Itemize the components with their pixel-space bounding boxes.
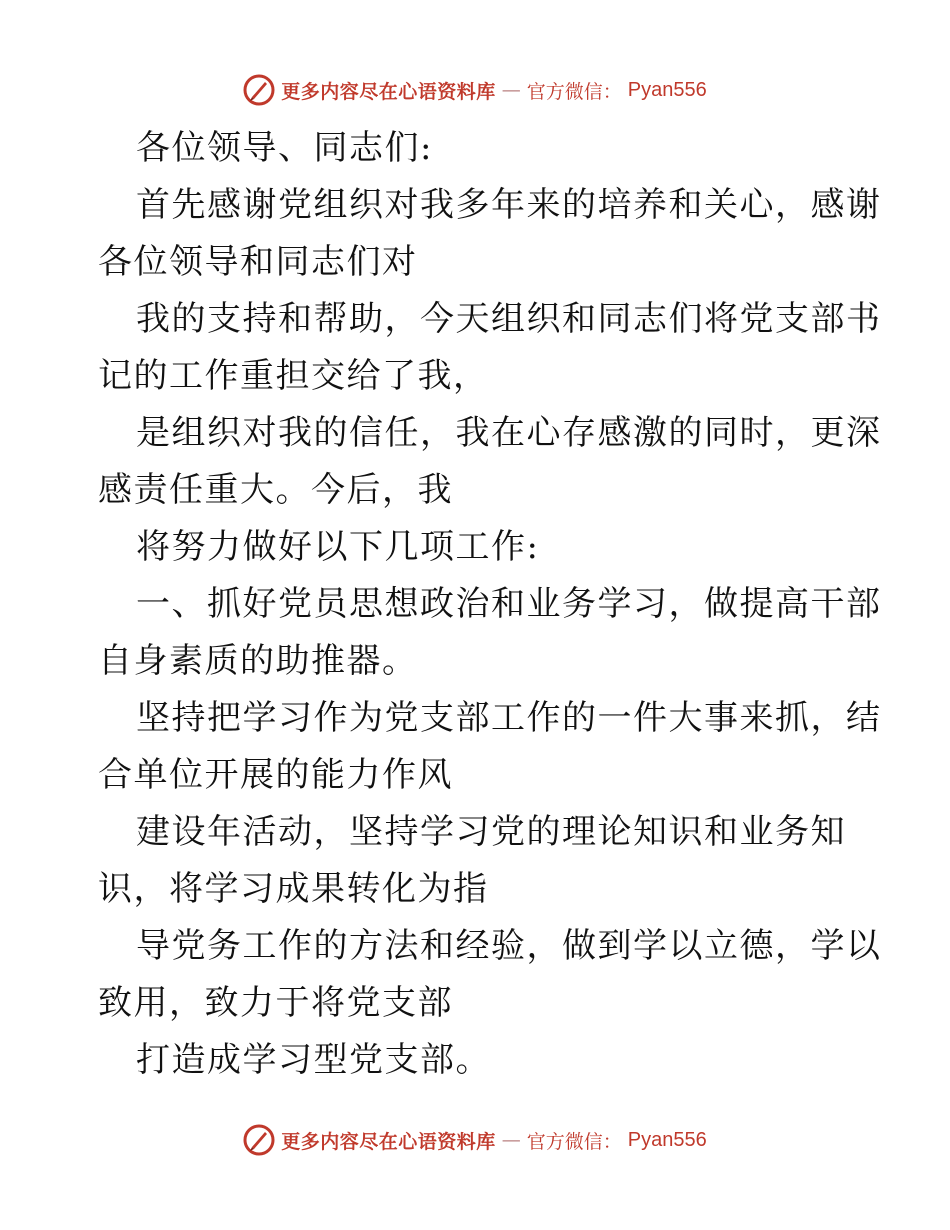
banner-separator: — <box>501 1129 521 1151</box>
text-line: 自身素质的助推器。 <box>98 641 418 681</box>
text-line: 我的支持和帮助，今天组织和同志们将党支部书 <box>136 299 882 339</box>
banner-wechat-label: 官方微信： <box>526 80 622 103</box>
quill-pen-icon <box>243 1124 275 1156</box>
text-line: 合单位开展的能力作风 <box>98 755 453 795</box>
banner-wechat-id: Pyan556 <box>627 78 707 101</box>
text-line: 记的工作重担交给了我， <box>98 356 489 396</box>
text-line: 将努力做好以下几项工作: <box>136 527 540 567</box>
banner-wechat-id: Pyan556 <box>627 1128 707 1151</box>
text-line: 各位领导、同志们: <box>136 128 433 168</box>
banner-wechat-label: 官方微信： <box>526 1130 622 1153</box>
text-line: 坚持把学习作为党支部工作的一件大事来抓，结 <box>136 698 882 738</box>
banner-separator: — <box>501 79 521 101</box>
header-banner <box>0 70 950 110</box>
text-line: 是组织对我的信任，我在心存感激的同时，更深 <box>136 413 882 453</box>
text-line: 打造成学习型党支部。 <box>136 1040 491 1080</box>
text-line: 一、抓好党员思想政治和业务学习，做提高干部 <box>136 584 882 624</box>
footer-banner <box>0 1120 950 1160</box>
text-line: 各位领导和同志们对 <box>98 242 418 282</box>
quill-pen-icon <box>243 74 275 106</box>
text-line: 致用，致力于将党支部 <box>98 983 453 1023</box>
banner-slogan: 更多内容尽在心语资料库 <box>281 1130 496 1153</box>
text-line: 导党务工作的方法和经验，做到学以立德，学以 <box>136 926 882 966</box>
text-line: 感责任重大。今后，我 <box>98 470 453 510</box>
text-line: 建设年活动，坚持学习党的理论知识和业务知 <box>136 812 846 852</box>
text-line: 首先感谢党组织对我多年来的培养和关心，感谢 <box>136 185 882 225</box>
banner-slogan: 更多内容尽在心语资料库 <box>281 80 496 103</box>
text-line: 识，将学习成果转化为指 <box>98 869 489 909</box>
document-body <box>98 120 882 1089</box>
